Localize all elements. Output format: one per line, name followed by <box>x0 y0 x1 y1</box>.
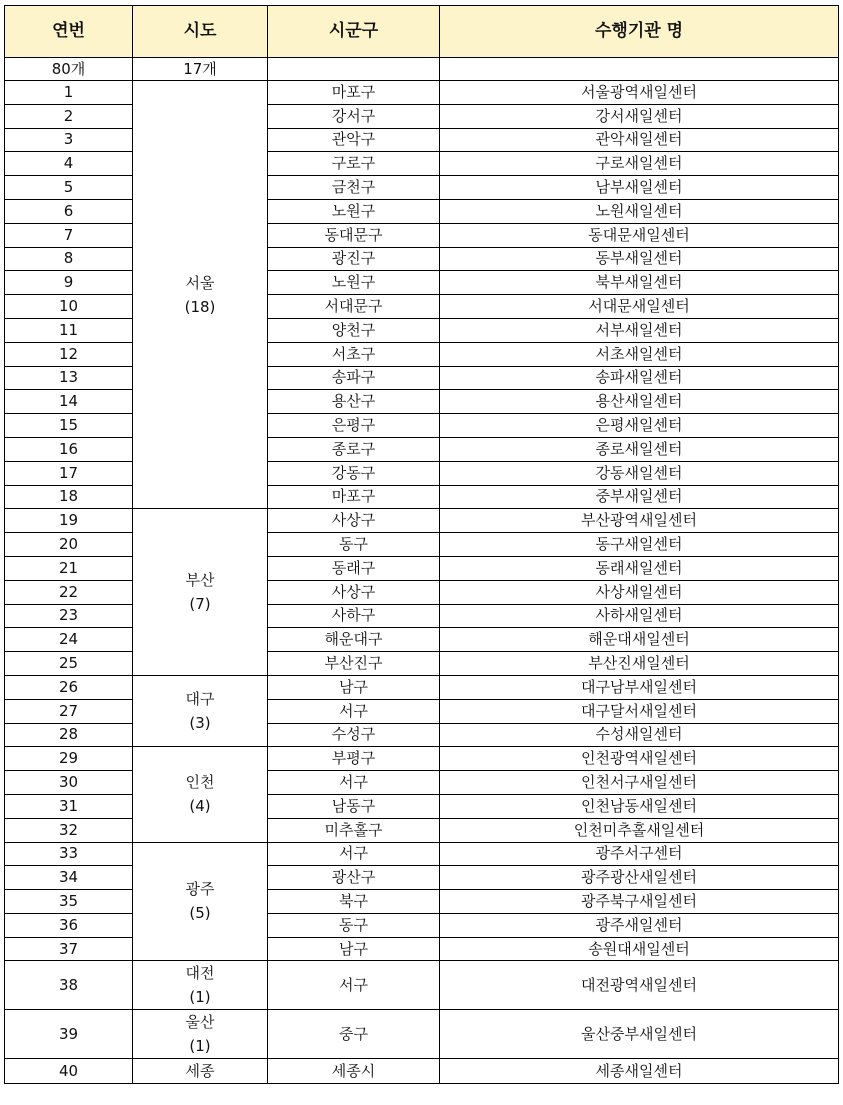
table-row <box>5 199 839 223</box>
row-number: 23 <box>5 604 133 628</box>
agency-cell: 해운대새일센터 <box>440 628 839 652</box>
table-row <box>5 176 839 200</box>
sido-name: 광주 <box>185 880 215 899</box>
row-number: 28 <box>5 723 133 747</box>
row-number: 39 <box>5 1010 133 1059</box>
sido-cell <box>133 675 268 746</box>
header-no: 연번 <box>5 6 133 58</box>
table-row <box>5 509 839 533</box>
row-number: 22 <box>5 580 133 604</box>
sigungu-cell: 종로구 <box>268 437 440 461</box>
table-row <box>5 818 839 842</box>
total-sigungu <box>268 58 440 81</box>
row-number: 3 <box>5 128 133 152</box>
sido-count: (1) <box>189 1037 211 1056</box>
sigungu-cell: 사상구 <box>268 580 440 604</box>
sigungu-cell: 동구 <box>268 913 440 937</box>
row-number: 9 <box>5 271 133 295</box>
table-row <box>5 771 839 795</box>
agency-cell: 송원대새일센터 <box>440 937 839 961</box>
agency-cell: 대구남부새일센터 <box>440 675 839 699</box>
table-row <box>5 104 839 128</box>
sigungu-cell: 해운대구 <box>268 628 440 652</box>
agency-cell: 서부새일센터 <box>440 318 839 342</box>
sido-name: 대구 <box>185 690 215 709</box>
agency-cell: 동부새일센터 <box>440 247 839 271</box>
table-row <box>5 81 839 105</box>
agency-cell: 수성새일센터 <box>440 723 839 747</box>
sigungu-cell: 수성구 <box>268 723 440 747</box>
agency-table <box>4 5 839 1084</box>
table-row <box>5 366 839 390</box>
row-number: 1 <box>5 81 133 105</box>
row-number: 10 <box>5 295 133 319</box>
table-row <box>5 937 839 961</box>
sigungu-cell: 노원구 <box>268 199 440 223</box>
table-row <box>5 866 839 890</box>
row-number: 40 <box>5 1059 133 1084</box>
sigungu-cell: 남구 <box>268 675 440 699</box>
sigungu-cell: 동구 <box>268 533 440 557</box>
table-row <box>5 652 839 676</box>
sido-cell <box>133 961 268 1010</box>
agency-cell: 광주새일센터 <box>440 913 839 937</box>
sido-cell <box>133 842 268 961</box>
row-number: 13 <box>5 366 133 390</box>
sigungu-cell: 세종시 <box>268 1059 440 1084</box>
agency-cell: 남부새일센터 <box>440 176 839 200</box>
sido-name: 부산 <box>185 571 215 590</box>
table-row <box>5 295 839 319</box>
agency-cell: 부산광역새일센터 <box>440 509 839 533</box>
row-number: 29 <box>5 747 133 771</box>
row-number: 36 <box>5 913 133 937</box>
row-number: 19 <box>5 509 133 533</box>
sigungu-cell: 양천구 <box>268 318 440 342</box>
table-row <box>5 414 839 438</box>
sigungu-cell: 관악구 <box>268 128 440 152</box>
row-number: 16 <box>5 437 133 461</box>
table-row <box>5 223 839 247</box>
agency-cell: 서울광역새일센터 <box>440 81 839 105</box>
sigungu-cell: 서구 <box>268 842 440 866</box>
table-row <box>5 152 839 176</box>
sido-cell <box>133 81 268 509</box>
table-row <box>5 390 839 414</box>
table-row <box>5 794 839 818</box>
agency-cell: 울산중부새일센터 <box>440 1010 839 1059</box>
agency-cell: 서초새일센터 <box>440 342 839 366</box>
total-sido: 17개 <box>133 58 268 81</box>
table-row <box>5 747 839 771</box>
header-sido: 시도 <box>133 6 268 58</box>
sigungu-cell: 금천구 <box>268 176 440 200</box>
header-sigungu: 시군구 <box>268 6 440 58</box>
agency-cell: 구로새일센터 <box>440 152 839 176</box>
sido-count: (4) <box>189 797 211 816</box>
row-number: 34 <box>5 866 133 890</box>
agency-cell: 동구새일센터 <box>440 533 839 557</box>
sido-count: (7) <box>189 595 211 614</box>
sido-name: 서울 <box>185 273 215 292</box>
table-row <box>5 723 839 747</box>
sigungu-cell: 남동구 <box>268 794 440 818</box>
agency-cell: 광주서구센터 <box>440 842 839 866</box>
header-agency: 수행기관 명 <box>440 6 839 58</box>
table-row <box>5 437 839 461</box>
table-row <box>5 342 839 366</box>
row-number: 20 <box>5 533 133 557</box>
table-row <box>5 675 839 699</box>
table-row <box>5 533 839 557</box>
table-row <box>5 1059 839 1084</box>
row-number: 37 <box>5 937 133 961</box>
sigungu-cell: 사하구 <box>268 604 440 628</box>
table-row <box>5 628 839 652</box>
sigungu-cell: 남구 <box>268 937 440 961</box>
row-number: 4 <box>5 152 133 176</box>
agency-cell: 세종새일센터 <box>440 1059 839 1084</box>
row-number: 6 <box>5 199 133 223</box>
agency-cell: 강동새일센터 <box>440 461 839 485</box>
agency-cell: 인천남동새일센터 <box>440 794 839 818</box>
table-row <box>5 699 839 723</box>
sigungu-cell: 마포구 <box>268 81 440 105</box>
agency-cell: 노원새일센터 <box>440 199 839 223</box>
sigungu-cell: 강동구 <box>268 461 440 485</box>
row-number: 17 <box>5 461 133 485</box>
table-row <box>5 485 839 509</box>
row-number: 38 <box>5 961 133 1010</box>
sigungu-cell: 서구 <box>268 771 440 795</box>
sido-name: 울산 <box>185 1013 215 1032</box>
sido-name: 인천 <box>185 773 215 792</box>
table-row <box>5 318 839 342</box>
sido-cell <box>133 1059 268 1084</box>
sigungu-cell: 부평구 <box>268 747 440 771</box>
sigungu-cell: 서초구 <box>268 342 440 366</box>
row-number: 8 <box>5 247 133 271</box>
table-row <box>5 580 839 604</box>
sido-cell <box>133 509 268 676</box>
table-row <box>5 604 839 628</box>
table-row <box>5 913 839 937</box>
sigungu-cell: 사상구 <box>268 509 440 533</box>
sigungu-cell: 마포구 <box>268 485 440 509</box>
row-number: 26 <box>5 675 133 699</box>
sigungu-cell: 서구 <box>268 961 440 1010</box>
sido-name: 대전 <box>185 964 215 983</box>
sigungu-cell: 은평구 <box>268 414 440 438</box>
sigungu-cell: 북구 <box>268 890 440 914</box>
agency-cell: 관악새일센터 <box>440 128 839 152</box>
row-number: 25 <box>5 652 133 676</box>
table-row <box>5 128 839 152</box>
row-number: 32 <box>5 818 133 842</box>
agency-cell: 인천서구새일센터 <box>440 771 839 795</box>
sigungu-cell: 송파구 <box>268 366 440 390</box>
table-row <box>5 461 839 485</box>
row-number: 27 <box>5 699 133 723</box>
agency-cell: 사하새일센터 <box>440 604 839 628</box>
row-number: 33 <box>5 842 133 866</box>
agency-cell: 동래새일센터 <box>440 556 839 580</box>
row-number: 11 <box>5 318 133 342</box>
total-no: 80개 <box>5 58 133 81</box>
agency-cell: 서대문새일센터 <box>440 295 839 319</box>
agency-cell: 대전광역새일센터 <box>440 961 839 1010</box>
table-row <box>5 247 839 271</box>
row-number: 7 <box>5 223 133 247</box>
table-header <box>5 6 839 58</box>
agency-table-container <box>4 5 839 1084</box>
sido-name: 세종 <box>185 1062 215 1081</box>
row-number: 18 <box>5 485 133 509</box>
sido-count: (5) <box>189 904 211 923</box>
row-number: 35 <box>5 890 133 914</box>
agency-cell: 은평새일센터 <box>440 414 839 438</box>
sigungu-cell: 광산구 <box>268 866 440 890</box>
sigungu-cell: 강서구 <box>268 104 440 128</box>
agency-cell: 광주광산새일센터 <box>440 866 839 890</box>
table-body <box>5 58 839 1084</box>
row-number: 24 <box>5 628 133 652</box>
row-number: 15 <box>5 414 133 438</box>
sigungu-cell: 동대문구 <box>268 223 440 247</box>
sigungu-cell: 동래구 <box>268 556 440 580</box>
sido-cell <box>133 747 268 842</box>
sigungu-cell: 미추홀구 <box>268 818 440 842</box>
row-number: 31 <box>5 794 133 818</box>
sido-count: (3) <box>189 714 211 733</box>
table-row <box>5 842 839 866</box>
sigungu-cell: 부산진구 <box>268 652 440 676</box>
sido-count: (18) <box>184 297 216 316</box>
sigungu-cell: 구로구 <box>268 152 440 176</box>
total-agency <box>440 58 839 81</box>
table-row <box>5 556 839 580</box>
table-row <box>5 961 839 1010</box>
agency-cell: 용산새일센터 <box>440 390 839 414</box>
row-number: 12 <box>5 342 133 366</box>
sigungu-cell: 용산구 <box>268 390 440 414</box>
agency-cell: 강서새일센터 <box>440 104 839 128</box>
agency-cell: 대구달서새일센터 <box>440 699 839 723</box>
table-row <box>5 271 839 295</box>
agency-cell: 인천미추홀새일센터 <box>440 818 839 842</box>
agency-cell: 종로새일센터 <box>440 437 839 461</box>
agency-cell: 송파새일센터 <box>440 366 839 390</box>
agency-cell: 사상새일센터 <box>440 580 839 604</box>
sigungu-cell: 광진구 <box>268 247 440 271</box>
row-number: 30 <box>5 771 133 795</box>
agency-cell: 동대문새일센터 <box>440 223 839 247</box>
agency-cell: 중부새일센터 <box>440 485 839 509</box>
agency-cell: 부산진새일센터 <box>440 652 839 676</box>
totals-row <box>5 58 839 81</box>
table-row <box>5 890 839 914</box>
agency-cell: 인천광역새일센터 <box>440 747 839 771</box>
agency-cell: 북부새일센터 <box>440 271 839 295</box>
agency-cell: 광주북구새일센터 <box>440 890 839 914</box>
sido-count: (1) <box>189 988 211 1007</box>
row-number: 5 <box>5 176 133 200</box>
row-number: 21 <box>5 556 133 580</box>
sido-cell <box>133 1010 268 1059</box>
table-row <box>5 1010 839 1059</box>
sigungu-cell: 중구 <box>268 1010 440 1059</box>
row-number: 2 <box>5 104 133 128</box>
sigungu-cell: 노원구 <box>268 271 440 295</box>
row-number: 14 <box>5 390 133 414</box>
sigungu-cell: 서대문구 <box>268 295 440 319</box>
sigungu-cell: 서구 <box>268 699 440 723</box>
